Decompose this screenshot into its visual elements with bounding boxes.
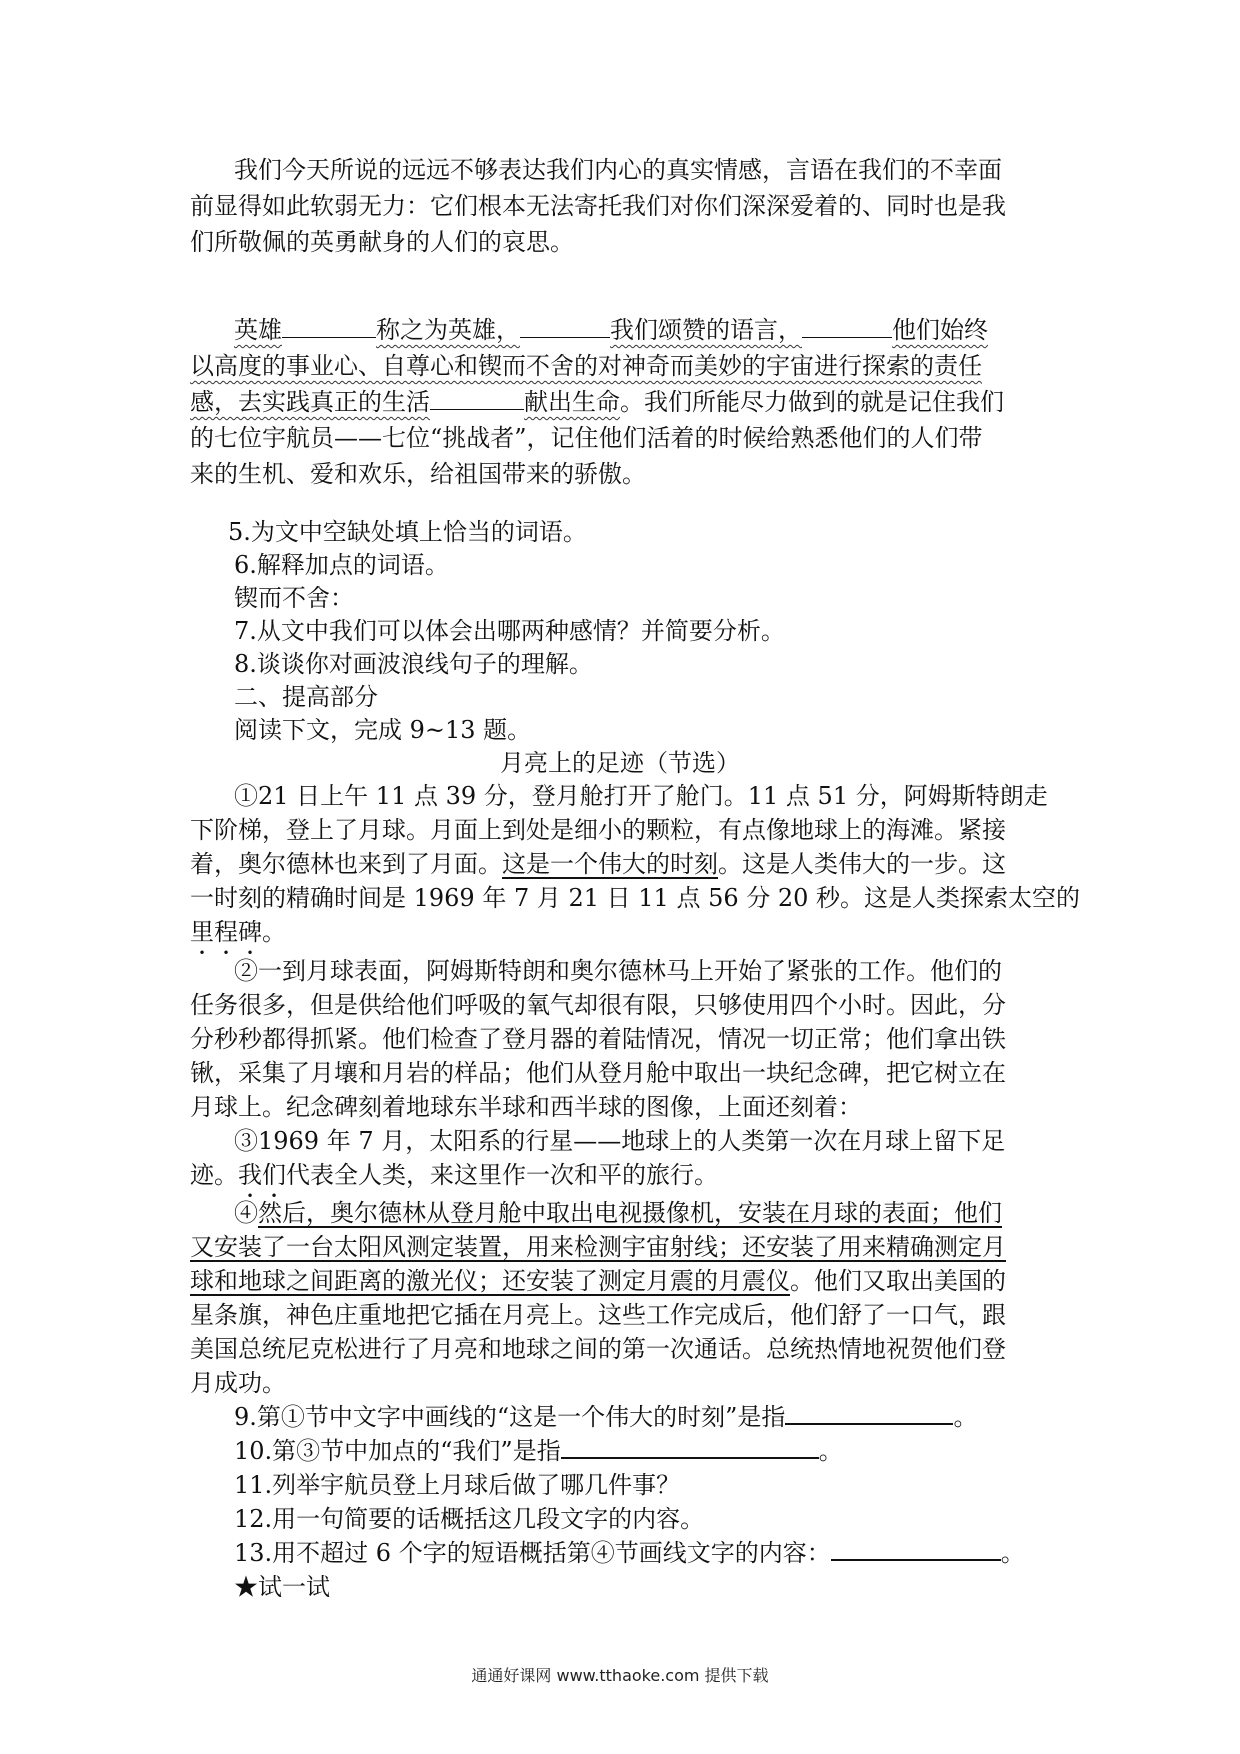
article-p4-l1-underline: 然后，奥尔德林从登月舱中取出电视摄像机，安装在月球的表面；他们 — [258, 1199, 1002, 1227]
article-p1-l1: ①21 日上午 11 点 39 分，登月舱打开了舱门。11 点 51 分，阿姆斯特朗走 — [234, 782, 1048, 810]
article-title: 月亮上的足迹（节选） — [500, 749, 740, 777]
article-p1-l4: 一时刻的精确时间是 1969 年 7 月 21 日 11 点 56 分 20 秒。这是人类探索太空的 — [190, 884, 1081, 912]
para2-l1-b: 称之为英雄， — [376, 316, 520, 344]
question-5: 5.为文中空缺处填上恰当的词语。 — [228, 518, 587, 546]
article-p3-l2-a: 迹。 — [190, 1161, 238, 1189]
para1-line3: 们所敬佩的英勇献身的人们的哀思。 — [190, 228, 574, 256]
article-p2-l5: 月球上。纪念碑刻着地球东半球和西半球的图像，上面还刻着： — [190, 1093, 862, 1121]
answer-blank-9[interactable] — [785, 1403, 953, 1425]
article-p4-l2 — [190, 1227, 1050, 1262]
para2-l2: 以高度的事业心、自尊心和锲而不舍的对神奇而美妙的宇宙进行探索的责任 — [190, 352, 982, 380]
question-6-word: 锲而不舍： — [234, 584, 354, 612]
section-title: 二、提高部分 — [234, 683, 378, 711]
question-12: 12.用一句简要的话概括这几段文字的内容。 — [234, 1505, 705, 1533]
question-7: 7.从文中我们可以体会出哪两种感情？并简要分析。 — [234, 617, 785, 645]
para1-line1: 我们今天所说的远远不够表达我们内心的真实情感，言语在我们的不幸面 — [234, 156, 1002, 184]
para2-l3-a: 感，去实践真正的生活 — [190, 388, 430, 416]
article-p4-l3 — [190, 1261, 1050, 1296]
answer-blank-13[interactable] — [831, 1539, 1001, 1561]
para2-line1 — [234, 310, 1094, 345]
article-p2-l3: 分秒秒都得抓紧。他们检查了登月器的着陆情况，情况一切正常；他们拿出铁 — [190, 1025, 1006, 1053]
article-p4-l1-a: ④ — [234, 1199, 258, 1227]
article-p4-l6: 月成功。 — [190, 1369, 286, 1397]
article-p4-l5: 美国总统尼克松进行了月亮和地球之间的第一次通话。总统热情地祝贺他们登 — [190, 1335, 1006, 1363]
question-13 — [234, 1533, 1094, 1568]
question-8: 8.谈谈你对画波浪线句子的理解。 — [234, 650, 593, 678]
question-6: 6.解释加点的词语。 — [234, 551, 449, 579]
page-footer: 通通好课网 www.tthaoke.com 提供下载 — [471, 1666, 769, 1685]
para2-line4: 的七位宇航员——七位“挑战者”，记住他们活着的时候给熟悉他们的人们带 — [190, 424, 983, 452]
question-10-text: 10.第③节中加点的“我们”是指 — [234, 1437, 561, 1465]
question-11: 11.列举宇航员登上月球后做了哪几件事？ — [234, 1471, 681, 1499]
article-p1-l3 — [190, 844, 1050, 879]
article-p2-l4: 锹，采集了月壤和月岩的样品；他们从登月舱中取出一块纪念碑，把它树立在 — [190, 1059, 1006, 1087]
blank-4[interactable] — [430, 387, 524, 410]
article-p3-l1: ③1969 年 7 月，太阳系的行星——地球上的人类第一次在月球上留下足 — [234, 1127, 1006, 1155]
para1-line2: 前显得如此软弱无力：它们根本无法寄托我们对你们深深爱着的、同时也是我 — [190, 192, 1006, 220]
para2-l3-b: 献出生命 — [524, 388, 620, 416]
article-p1-l3-b: 。这是人类伟大的一步。这 — [718, 850, 1006, 878]
article-p4-l3-underline: 球和地球之间距离的激光仪；还安装了测定月震的月震仪 — [190, 1267, 790, 1295]
question-10-period: 。 — [818, 1437, 843, 1465]
answer-blank-10[interactable] — [561, 1437, 819, 1459]
article-p3-l2-b: 代表全人类，来这里作一次和平的旅行。 — [286, 1161, 718, 1189]
article-p3-l2-dotted: 我们 — [238, 1161, 286, 1189]
question-9 — [234, 1397, 1094, 1432]
para2-l1-d: 他们始终 — [892, 316, 988, 344]
question-13-text: 13.用不超过 6 个字的短语概括第④节画线文字的内容： — [234, 1539, 831, 1567]
article-p4-l3-b: 。他们又取出美国的 — [790, 1267, 1006, 1295]
para2-line2 — [190, 346, 1050, 381]
article-p2-l2: 任务很多，但是供给他们呼吸的氧气却很有限，只够使用四个小时。因此，分 — [190, 991, 1006, 1019]
blank-1[interactable] — [282, 315, 376, 338]
blank-3[interactable] — [802, 315, 892, 338]
para2-line3 — [190, 382, 1050, 417]
article-p1-l3-underline: 这是一个伟大的时刻 — [502, 850, 718, 878]
para2-l1-c: 我们颂赞的语言， — [610, 316, 802, 344]
blank-2[interactable] — [520, 315, 610, 338]
para2-l3-c: 。我们所能尽力做到的就是记住我们 — [620, 388, 1004, 416]
question-9-period: 。 — [953, 1403, 978, 1431]
question-9-text: 9.第①节中文字中画线的“这是一个伟大的时刻”是指 — [234, 1403, 786, 1431]
article-p1-l5-dotted: 里程碑。 — [190, 918, 286, 946]
article-p1-l2: 下阶梯，登上了月球。月面上到处是细小的颗粒，有点像地球上的海滩。紧接 — [190, 816, 1006, 844]
try-it-heading: ★试一试 — [234, 1573, 330, 1601]
article-p4-l4: 星条旗，神色庄重地把它插在月亮上。这些工作完成后，他们舒了一口气，跟 — [190, 1301, 1006, 1329]
article-p4-l1 — [234, 1193, 1094, 1228]
para2-l1-a: 英雄 — [234, 316, 282, 344]
question-13-period: 。 — [1000, 1539, 1025, 1567]
question-10 — [234, 1431, 1094, 1466]
para2-line5: 来的生机、爱和欢乐，给祖国带来的骄傲。 — [190, 460, 646, 488]
article-p2-l1: ②一到月球表面，阿姆斯特朗和奥尔德林马上开始了紧张的工作。他们的 — [234, 957, 1002, 985]
article-p1-l3-a: 着，奥尔德林也来到了月面。 — [190, 850, 502, 878]
article-p4-l2-underline: 又安装了一台太阳风测定装置，用来检测宇宙射线；还安装了用来精确测定月 — [190, 1233, 1006, 1261]
reading-instruction: 阅读下文，完成 9~13 题。 — [234, 716, 532, 744]
